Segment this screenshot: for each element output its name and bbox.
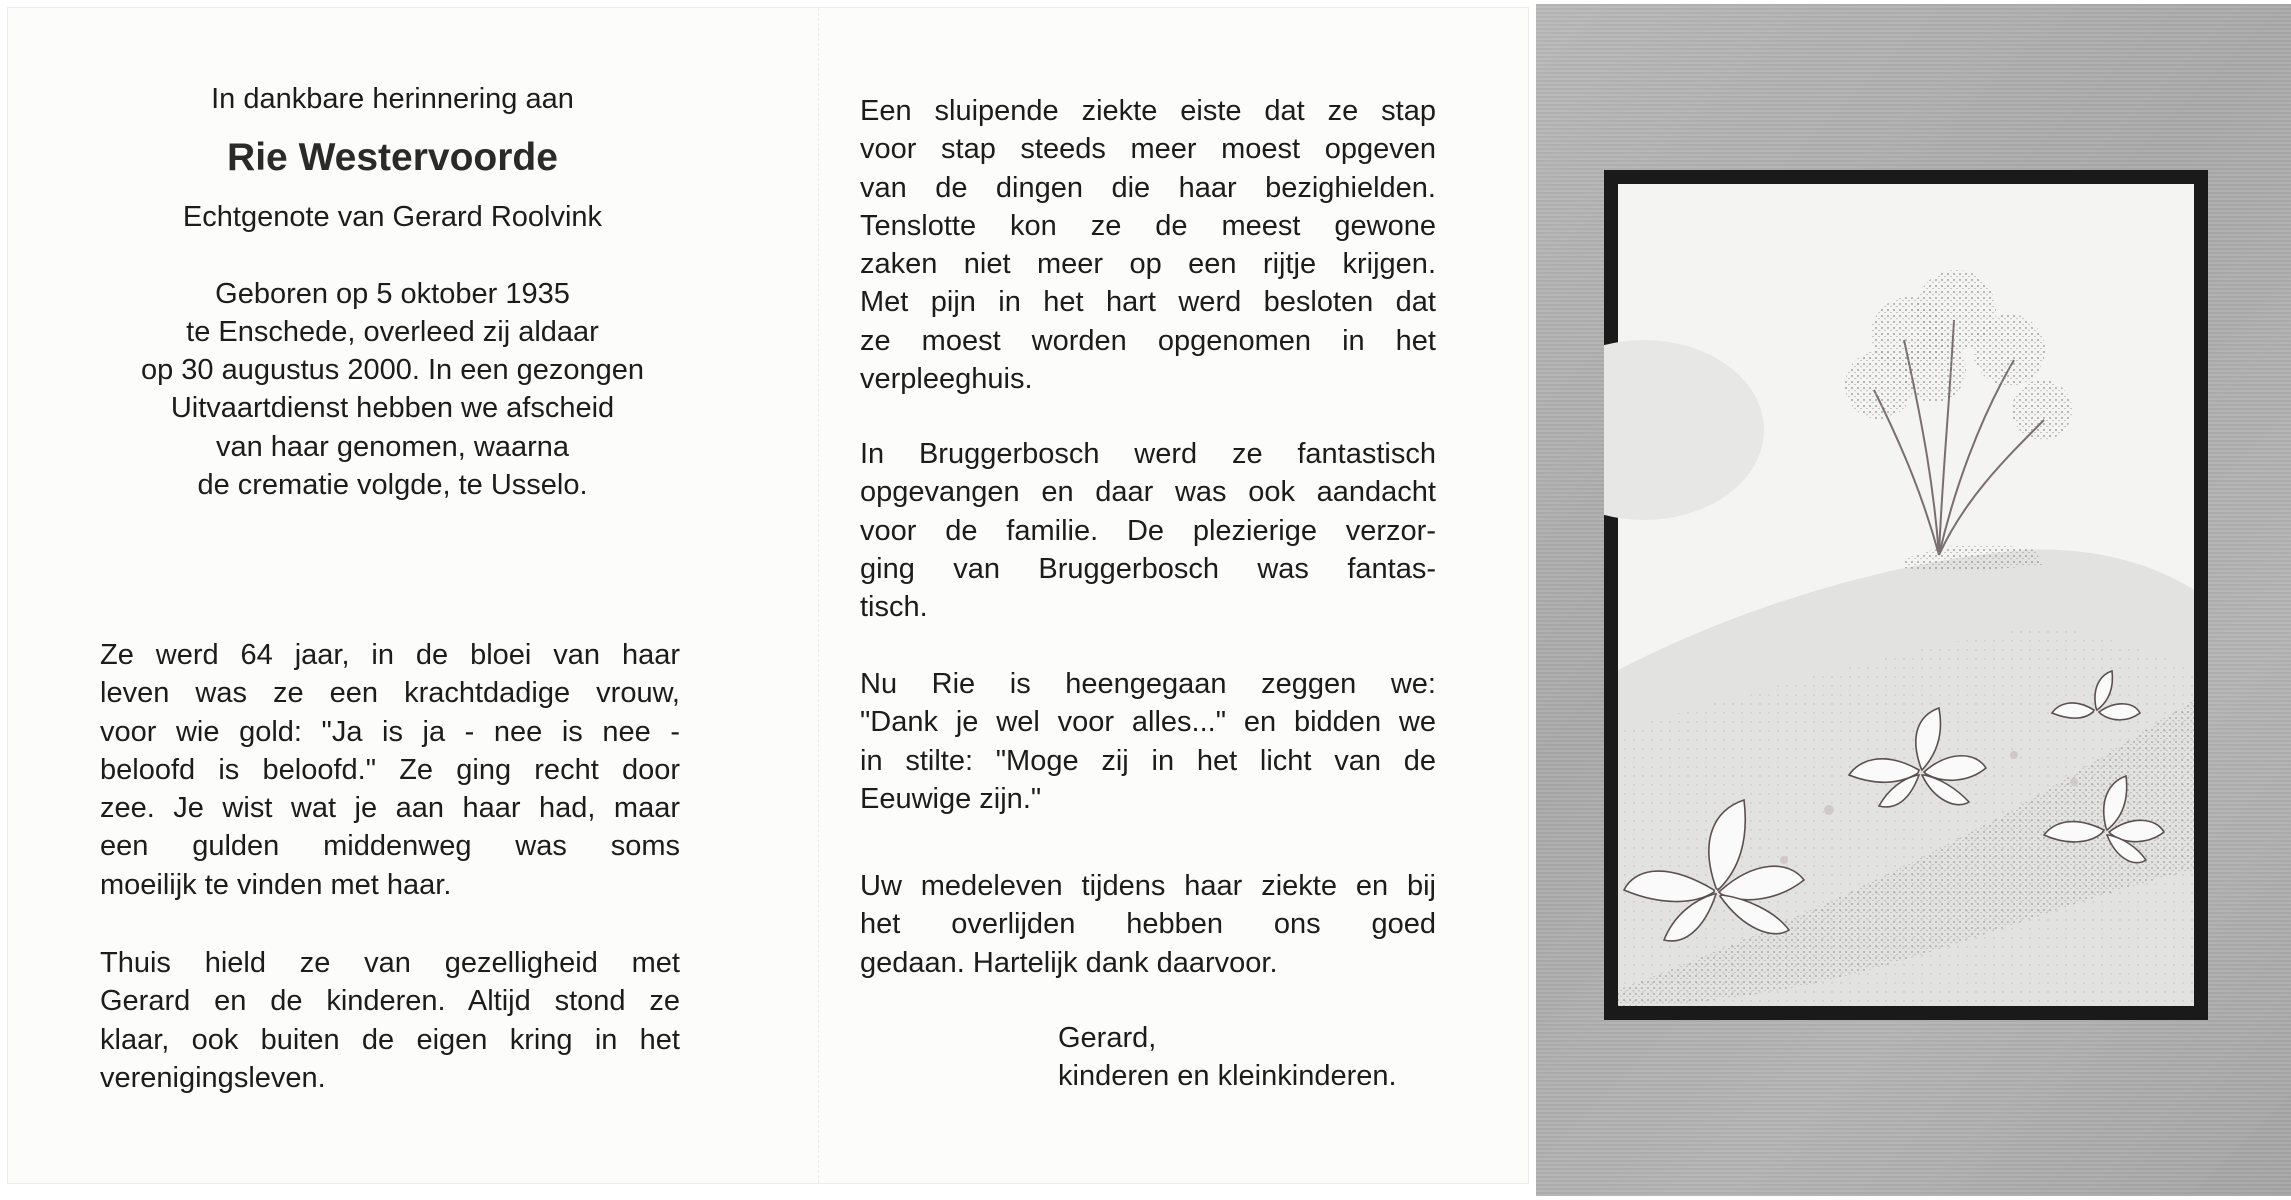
text-line: ze moest worden opgenomen in het	[860, 324, 1436, 357]
text-line: voor wie gold: "Ja is ja - nee is nee -	[100, 715, 680, 748]
text-line: leven was ze een krachtdadige vrouw,	[100, 677, 680, 710]
text-line: in stilte: "Moge zij in het licht van de	[860, 744, 1436, 777]
text-line: Ze werd 64 jaar, in de bloei van haar	[100, 639, 680, 671]
dates-paragraph	[100, 275, 685, 505]
text-line: zaken niet meer op een rijtje krijgen.	[860, 248, 1436, 281]
spouse-text: Echtgenote van Gerard Roolvink	[182, 201, 603, 234]
text-line: Met pijn in het hart werd besloten dat	[860, 286, 1436, 319]
text-line: Thuis hield ze van gezelligheid met	[100, 947, 680, 979]
text-line: "Dank je wel voor alles..." en bidden we	[860, 706, 1436, 739]
text-line: voor de familie. De plezierige verzor-	[860, 514, 1436, 547]
text-line: In Bruggerbosch werd ze fantastisch	[860, 438, 1436, 470]
text-line: moeilijk te vinden met haar.	[100, 868, 452, 901]
intro-text: In dankbare herinnering aan	[211, 83, 574, 115]
signoff	[1058, 1019, 1397, 1096]
dates-line: Uitvaartdienst hebben we afscheid	[170, 392, 615, 425]
left-paragraph-2	[100, 944, 680, 1097]
text-line: Nu Rie is heengegaan zeggen we:	[860, 668, 1436, 700]
text-line: Eeuwige zijn."	[860, 782, 1042, 815]
text-line: voor stap steeds meer moest opgeven	[860, 133, 1436, 166]
left-paragraph-1	[100, 636, 680, 904]
text-line: zee. Je wist wat je aan haar had, maar	[100, 792, 680, 825]
middle-paragraph-4	[860, 867, 1436, 982]
text-line: verenigingsleven.	[100, 1061, 326, 1094]
cover-panel	[1536, 4, 2291, 1196]
signoff-line: kinderen en kleinkinderen.	[1058, 1060, 1397, 1093]
dates-line: de crematie volgde, te Usselo.	[197, 469, 588, 502]
text-line: het overlijden hebben ons goed	[860, 908, 1436, 941]
middle-paragraph-2	[860, 435, 1436, 626]
cover-illustration	[1604, 170, 2208, 1020]
text-line: Uw medeleven tijdens haar ziekte en bij	[860, 870, 1436, 902]
text-line: gedaan. Hartelijk dank daarvoor.	[860, 946, 1278, 979]
signoff-line: Gerard,	[1058, 1022, 1157, 1054]
text-line: Tenslotte kon ze de meest gewone	[860, 209, 1436, 242]
text-line: ging van Bruggerbosch was fantas-	[860, 552, 1436, 585]
middle-paragraph-3	[860, 665, 1436, 818]
dates-line: op 30 augustus 2000. In een gezongen	[140, 354, 645, 387]
left-panel-header	[100, 80, 685, 504]
dates-line: Geboren op 5 oktober 1935	[215, 277, 570, 310]
text-line: tisch.	[860, 591, 928, 624]
card-fold-line	[818, 8, 819, 1183]
text-line: klaar, ook buiten de eigen kring in het	[100, 1023, 680, 1056]
dates-line: te Enschede, overleed zij aldaar	[186, 315, 599, 348]
dates-line: van haar genomen, waarna	[215, 430, 570, 463]
middle-paragraph-1	[860, 92, 1436, 398]
text-line: van de dingen die haar bezighielden.	[860, 171, 1436, 204]
text-line: Een sluipende ziekte eiste dat ze stap	[860, 95, 1436, 127]
text-line: een gulden middenweg was soms	[100, 830, 680, 863]
deceased-name: Rie Westervoorde	[227, 136, 558, 180]
text-line: opgevangen en daar was ook aandacht	[860, 476, 1436, 509]
text-line: verpleeghuis.	[860, 363, 1033, 396]
text-line: beloofd is beloofd." Ze ging recht door	[100, 753, 680, 786]
text-line: Gerard en de kinderen. Altijd stond ze	[100, 985, 680, 1018]
